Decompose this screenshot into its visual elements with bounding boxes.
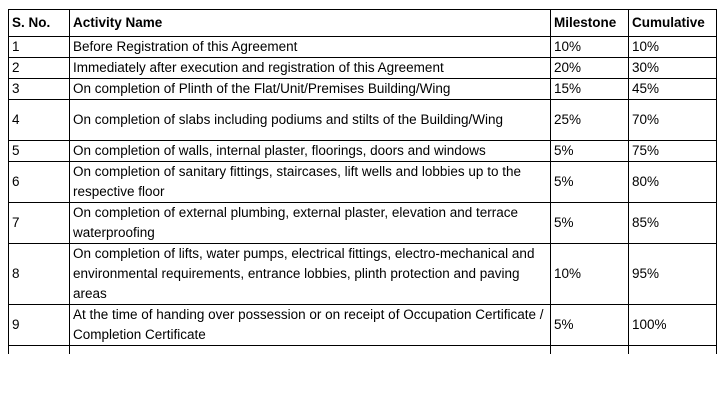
header-sno: S. No. xyxy=(9,10,70,37)
cell-sno: 8 xyxy=(9,244,70,305)
table-row xyxy=(9,79,717,100)
cell-activity: On completion of walls, internal plaster, floorings, doors and windows xyxy=(70,141,551,162)
table-row xyxy=(9,203,717,244)
cell-activity: At the time of handing over possession or on receipt of Occupation Certificate / Completion Certificate xyxy=(70,305,551,346)
empty-cell xyxy=(70,346,551,355)
cell-cumulative: 30% xyxy=(629,58,717,79)
cell-cumulative: 100% xyxy=(629,305,717,346)
cell-cumulative: 10% xyxy=(629,37,717,58)
cell-activity: On completion of slabs including podiums and stilts of the Building/Wing xyxy=(70,100,551,141)
cell-sno: 3 xyxy=(9,79,70,100)
cell-cumulative: 75% xyxy=(629,141,717,162)
table-row xyxy=(9,58,717,79)
header-milestone: Milestone xyxy=(551,10,629,37)
cell-activity: On completion of external plumbing, external plaster, elevation and terrace waterproofing xyxy=(70,203,551,244)
table-row xyxy=(9,37,717,58)
cell-activity: Immediately after execution and registration of this Agreement xyxy=(70,58,551,79)
cell-sno: 1 xyxy=(9,37,70,58)
table-row xyxy=(9,244,717,305)
cell-cumulative: 45% xyxy=(629,79,717,100)
cell-milestone: 25% xyxy=(551,100,629,141)
empty-cell xyxy=(551,346,629,355)
empty-row xyxy=(9,346,717,355)
header-row xyxy=(9,10,717,37)
cell-sno: 2 xyxy=(9,58,70,79)
cell-sno: 5 xyxy=(9,141,70,162)
cell-milestone: 5% xyxy=(551,141,629,162)
cell-activity: On completion of Plinth of the Flat/Unit/Premises Building/Wing xyxy=(70,79,551,100)
cell-milestone: 5% xyxy=(551,203,629,244)
table-row xyxy=(9,162,717,203)
cell-cumulative: 85% xyxy=(629,203,717,244)
cell-activity: On completion of sanitary fittings, staircases, lift wells and lobbies up to the respective floor xyxy=(70,162,551,203)
cell-milestone: 20% xyxy=(551,58,629,79)
empty-cell xyxy=(9,346,70,355)
cell-cumulative: 80% xyxy=(629,162,717,203)
header-cumulative: Cumulative xyxy=(629,10,717,37)
cell-milestone: 5% xyxy=(551,305,629,346)
table-row xyxy=(9,305,717,346)
table-row xyxy=(9,141,717,162)
payment-schedule-table xyxy=(8,9,717,354)
cell-milestone: 10% xyxy=(551,244,629,305)
cell-milestone: 15% xyxy=(551,79,629,100)
cell-milestone: 5% xyxy=(551,162,629,203)
cell-sno: 9 xyxy=(9,305,70,346)
cell-cumulative: 95% xyxy=(629,244,717,305)
cell-cumulative: 70% xyxy=(629,100,717,141)
header-activity: Activity Name xyxy=(70,10,551,37)
cell-sno: 6 xyxy=(9,162,70,203)
empty-cell xyxy=(629,346,717,355)
cell-activity: On completion of lifts, water pumps, electrical fittings, electro-mechanical and environmental requirements, entrance lobbies, plinth protection and paving areas xyxy=(70,244,551,305)
cell-sno: 4 xyxy=(9,100,70,141)
cell-sno: 7 xyxy=(9,203,70,244)
cell-activity: Before Registration of this Agreement xyxy=(70,37,551,58)
cell-milestone: 10% xyxy=(551,37,629,58)
table-row xyxy=(9,100,717,141)
